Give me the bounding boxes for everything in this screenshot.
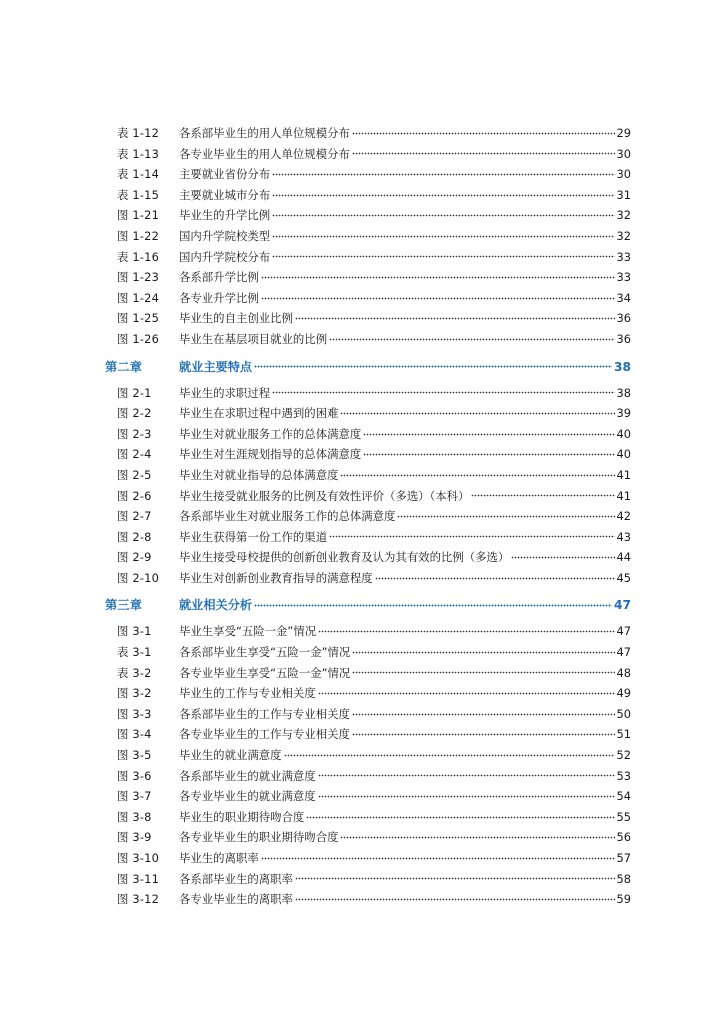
- entry-title: 国内升学院校类型: [179, 228, 271, 243]
- entry-label: 图 3-5: [117, 748, 152, 763]
- toc-entry[interactable]: [103, 547, 631, 568]
- page-number: 41: [616, 488, 631, 503]
- entry-label: 图 3-8: [117, 809, 152, 824]
- toc-entry[interactable]: [103, 869, 631, 890]
- dot-leader: [272, 233, 614, 239]
- dot-leader: [471, 493, 614, 499]
- entry-title: 主要就业城市分布: [179, 187, 271, 202]
- page-number: 44: [616, 550, 631, 565]
- toc-entry[interactable]: [103, 424, 631, 445]
- entry-title: 各系部毕业生的用人单位规模分布: [179, 126, 350, 140]
- chapter-number: 第二章: [105, 359, 143, 374]
- dot-leader: [318, 691, 615, 697]
- page-number: 38: [616, 385, 631, 400]
- entry-title: 毕业生的求职过程: [179, 385, 271, 400]
- toc-entry[interactable]: [103, 766, 631, 787]
- dot-leader: [306, 814, 614, 820]
- entry-label: 图 2-8: [117, 529, 152, 544]
- entry-label: 图 1-24: [117, 290, 160, 305]
- page-number: 40: [616, 426, 631, 441]
- entry-label: 图 3-4: [117, 727, 152, 742]
- entry-label: 图 2-5: [117, 467, 152, 482]
- dot-leader: [352, 649, 614, 655]
- chapter-title: 就业相关分析: [179, 598, 253, 613]
- page-number: 30: [616, 146, 631, 161]
- page-number: 45: [616, 570, 631, 585]
- toc-entry[interactable]: [103, 247, 631, 268]
- page-number: 48: [616, 665, 631, 680]
- page-number: 56: [616, 830, 631, 845]
- dot-leader: [272, 213, 614, 219]
- page-number: 52: [616, 748, 631, 763]
- entry-title: 各专业毕业生的离职率: [179, 892, 293, 907]
- chapter-number: 第三章: [105, 598, 143, 613]
- toc-entry[interactable]: [103, 123, 631, 144]
- toc-entry[interactable]: [103, 807, 631, 828]
- dot-leader: [329, 534, 614, 540]
- toc-chapter-heading[interactable]: [103, 591, 631, 619]
- entry-title: 各系部毕业生对就业服务工作的总体满意度: [179, 509, 396, 524]
- entry-label: 表 3-2: [117, 665, 152, 680]
- entry-title: 毕业生的自主创业比例: [179, 311, 293, 326]
- entry-label: 图 2-7: [117, 509, 152, 524]
- toc-entry[interactable]: [103, 621, 631, 642]
- entry-title: 各专业毕业生享受“五险一金”情况: [179, 665, 351, 680]
- page-number: 33: [616, 249, 631, 264]
- toc-entry[interactable]: [103, 185, 631, 206]
- toc-entry[interactable]: [103, 144, 631, 165]
- toc-entry[interactable]: [103, 226, 631, 247]
- entry-title: 毕业生的职业期待吻合度: [179, 809, 305, 824]
- entry-title: 各专业升学比例: [179, 290, 259, 305]
- entry-label: 图 2-9: [117, 550, 152, 565]
- entry-title: 毕业生接受就业服务的比例及有效性评价（多选）（本科）: [179, 488, 470, 503]
- entry-label: 图 1-26: [117, 331, 160, 346]
- toc-entry[interactable]: [103, 329, 631, 350]
- entry-title: 毕业生的就业满意度: [179, 748, 282, 763]
- page-number: 57: [616, 851, 631, 865]
- toc-entry[interactable]: [103, 444, 631, 465]
- dot-leader: [284, 752, 615, 758]
- entry-label: 图 3-6: [117, 768, 152, 783]
- page-number: 30: [616, 167, 631, 182]
- entry-title: 各专业毕业生的就业满意度: [179, 789, 316, 804]
- dot-leader: [254, 602, 612, 608]
- dot-leader: [254, 364, 612, 370]
- dot-leader: [397, 513, 614, 519]
- entry-title: 毕业生的升学比例: [179, 208, 271, 223]
- entry-label: 图 1-25: [117, 311, 160, 326]
- dot-leader: [352, 151, 615, 157]
- dot-leader: [261, 274, 615, 280]
- dot-leader: [352, 732, 615, 738]
- page-number: 47: [616, 645, 631, 660]
- toc-entry[interactable]: [103, 889, 631, 910]
- entry-label: 图 2-4: [117, 447, 152, 462]
- entry-label: 表 1-12: [117, 126, 160, 140]
- dot-leader: [318, 794, 615, 800]
- toc-entry[interactable]: [103, 827, 631, 848]
- entry-title: 各专业毕业生的工作与专业相关度: [179, 727, 350, 742]
- toc-entry[interactable]: [103, 642, 631, 663]
- entry-label: 表 1-13: [117, 146, 160, 161]
- dot-leader: [261, 855, 615, 861]
- page-number: 51: [616, 727, 631, 742]
- entry-label: 图 2-10: [117, 570, 160, 585]
- entry-title: 各系部升学比例: [179, 270, 259, 285]
- page-number: 43: [616, 529, 631, 544]
- dot-leader: [272, 390, 614, 396]
- entry-title: 各系部毕业生的离职率: [179, 871, 293, 886]
- page-number: 31: [616, 187, 631, 202]
- page-number: 42: [616, 509, 631, 524]
- page-number: 53: [616, 768, 631, 783]
- dot-leader: [363, 431, 614, 437]
- page-number: 32: [616, 208, 631, 223]
- entry-title: 毕业生对生涯规划指导的总体满意度: [179, 447, 362, 462]
- page-number: 47: [614, 598, 631, 613]
- toc-entry[interactable]: [103, 383, 631, 404]
- entry-title: 毕业生的离职率: [179, 851, 259, 865]
- table-of-contents: [103, 123, 631, 910]
- entry-label: 表 1-16: [117, 249, 160, 264]
- page-number: 33: [616, 270, 631, 285]
- entry-title: 毕业生对就业指导的总体满意度: [179, 467, 339, 482]
- entry-label: 图 3-2: [117, 686, 152, 701]
- entry-title: 各系部毕业生享受“五险一金”情况: [179, 645, 351, 660]
- entry-title: 毕业生享受“五险一金”情况: [179, 624, 317, 639]
- entry-label: 图 3-10: [117, 851, 160, 865]
- page-number: 36: [616, 311, 631, 326]
- page-number: 36: [616, 331, 631, 346]
- page-number: 58: [616, 871, 631, 886]
- dot-leader: [272, 192, 614, 198]
- entry-title: 毕业生接受母校提供的创新创业教育及认为其有效的比例（多选）: [179, 550, 510, 565]
- entry-title: 毕业生在求职过程中遇到的困难: [179, 406, 339, 421]
- page-number: 47: [616, 624, 631, 639]
- toc-entry[interactable]: [103, 486, 631, 507]
- page-number: 41: [616, 467, 631, 482]
- entry-title: 各专业毕业生的职业期待吻合度: [179, 830, 339, 845]
- dot-leader: [375, 575, 615, 581]
- page-number: 40: [616, 447, 631, 462]
- entry-label: 图 3-12: [117, 892, 160, 907]
- entry-title: 国内升学院校分布: [179, 249, 271, 264]
- toc-entry[interactable]: [103, 663, 631, 684]
- toc-entry[interactable]: [103, 465, 631, 486]
- entry-label: 表 1-15: [117, 187, 160, 202]
- dot-leader: [352, 670, 614, 676]
- toc-entry[interactable]: [103, 724, 631, 745]
- page-number: 39: [616, 406, 631, 421]
- dot-leader: [352, 130, 615, 136]
- dot-leader: [340, 835, 614, 841]
- page-number: 32: [616, 228, 631, 243]
- entry-label: 图 3-9: [117, 830, 152, 845]
- dot-leader: [511, 555, 614, 561]
- dot-leader: [261, 295, 615, 301]
- dot-leader: [295, 896, 615, 902]
- entry-title: 毕业生在基层项目就业的比例: [179, 331, 328, 346]
- page-number: 34: [616, 290, 631, 305]
- page-number: 49: [616, 686, 631, 701]
- entry-label: 图 3-1: [117, 624, 152, 639]
- dot-leader: [340, 472, 614, 478]
- toc-entry[interactable]: [103, 745, 631, 766]
- page-number: 55: [616, 809, 631, 824]
- toc-entry[interactable]: [103, 506, 631, 527]
- page-number: 29: [616, 126, 631, 140]
- dot-leader: [318, 773, 615, 779]
- toc-entry[interactable]: [103, 683, 631, 704]
- entry-label: 图 2-3: [117, 426, 152, 441]
- entry-title: 各专业毕业生的用人单位规模分布: [179, 146, 350, 161]
- entry-label: 图 3-3: [117, 706, 152, 721]
- entry-label: 图 2-6: [117, 488, 152, 503]
- entry-label: 表 1-14: [117, 167, 160, 182]
- toc-entry[interactable]: [103, 568, 631, 589]
- toc-entry[interactable]: [103, 267, 631, 288]
- page-number: 59: [616, 892, 631, 907]
- entry-label: 图 1-22: [117, 228, 160, 243]
- dot-leader: [363, 452, 614, 458]
- entry-title: 各系部毕业生的工作与专业相关度: [179, 706, 350, 721]
- dot-leader: [295, 316, 615, 322]
- entry-label: 图 2-2: [117, 406, 152, 421]
- entry-title: 毕业生获得第一份工作的渠道: [179, 529, 328, 544]
- dot-leader: [318, 629, 614, 635]
- page-number: 50: [616, 706, 631, 721]
- dot-leader: [295, 876, 615, 882]
- toc-entry[interactable]: [103, 205, 631, 226]
- toc-entry[interactable]: [103, 403, 631, 424]
- toc-entry[interactable]: [103, 527, 631, 548]
- toc-entry[interactable]: [103, 288, 631, 309]
- toc-entry[interactable]: [103, 704, 631, 725]
- entry-title: 毕业生的工作与专业相关度: [179, 686, 316, 701]
- toc-chapter-heading[interactable]: [103, 353, 631, 381]
- entry-title: 毕业生对创新创业教育指导的满意程度: [179, 570, 373, 585]
- dot-leader: [329, 336, 614, 342]
- chapter-title: 就业主要特点: [179, 359, 253, 374]
- page-number: 54: [616, 789, 631, 804]
- toc-entry[interactable]: [103, 786, 631, 807]
- entry-label: 图 3-11: [117, 871, 160, 886]
- entry-label: 图 1-23: [117, 270, 160, 285]
- entry-label: 表 3-1: [117, 645, 152, 660]
- entry-label: 图 3-7: [117, 789, 152, 804]
- dot-leader: [352, 711, 615, 717]
- entry-label: 图 1-21: [117, 208, 160, 223]
- entry-title: 主要就业省份分布: [179, 167, 271, 182]
- dot-leader: [340, 410, 614, 416]
- toc-entry[interactable]: [103, 848, 631, 869]
- entry-title: 各系部毕业生的就业满意度: [179, 768, 316, 783]
- page-number: 38: [614, 359, 631, 374]
- toc-entry[interactable]: [103, 308, 631, 329]
- dot-leader: [272, 254, 614, 260]
- entry-label: 图 2-1: [117, 385, 152, 400]
- toc-entry[interactable]: [103, 164, 631, 185]
- dot-leader: [272, 171, 614, 177]
- entry-title: 毕业生对就业服务工作的总体满意度: [179, 426, 362, 441]
